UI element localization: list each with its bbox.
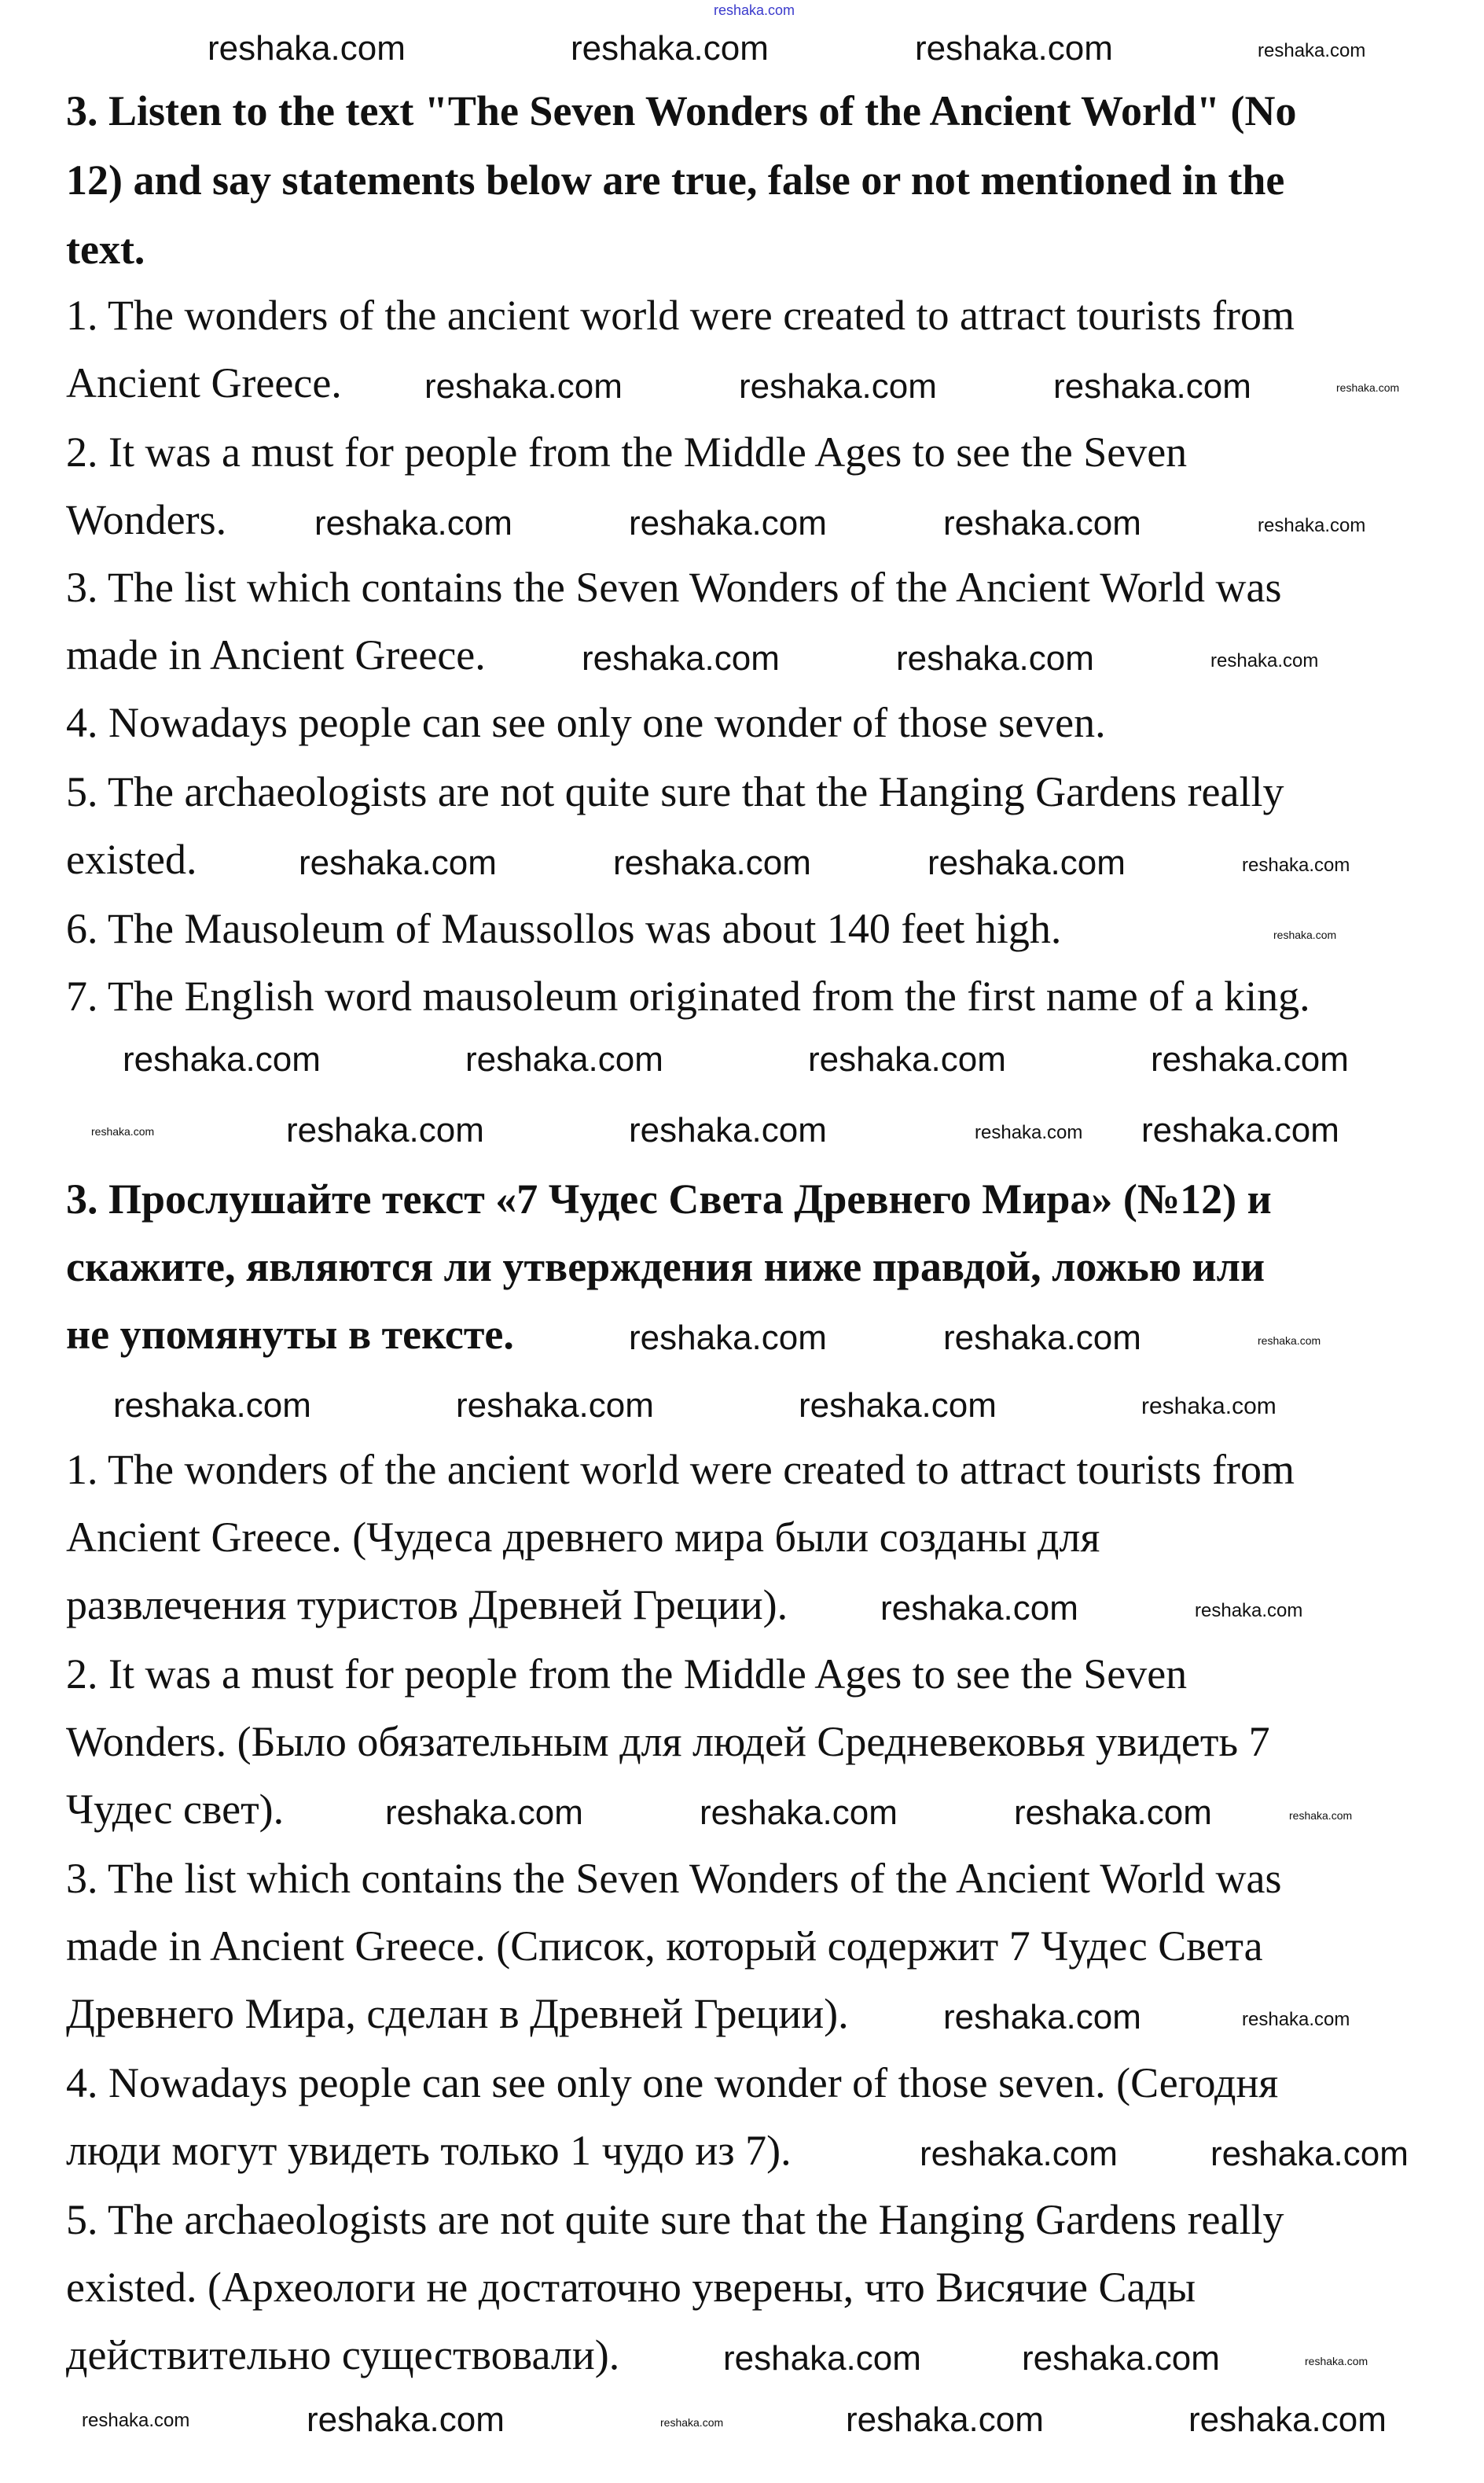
watermark: reshaka.com [943,503,1141,543]
watermark: reshaka.com [1141,1392,1276,1419]
statement-line: 1. The wonders of the ancient world were created to attract tourists from [66,1446,1295,1493]
watermark: reshaka.com [1289,1809,1353,1823]
watermark: reshaka.com [629,503,827,543]
statement-line: действительно существовали). [66,2331,620,2378]
watermark: reshaka.com [943,1997,1141,2036]
statement-line: made in Ancient Greece. [66,631,486,679]
statement-line: existed. [66,836,197,883]
watermark: reshaka.com [739,366,937,406]
statement-line: Ancient Greece. [66,359,342,406]
watermark: reshaka.com [113,1385,311,1425]
heading-line: 3. Listen to the text "The Seven Wonders of the Ancient World" (No [66,87,1297,134]
heading-line: не упомянуты в тексте. [66,1311,514,1358]
statement-line: Wonders. (Было обязательным для людей Средневековья увидеть 7 [66,1718,1270,1765]
watermark: reshaka.com [613,843,811,882]
watermark: reshaka.com [920,2134,1118,2173]
watermark: reshaka.com [975,1121,1083,1143]
watermark: reshaka.com [700,1793,898,1832]
watermark: reshaka.com [91,1125,155,1139]
watermark: reshaka.com [799,1385,997,1425]
statement-line: люди могут увидеть только 1 чудо из 7). [66,2127,792,2174]
watermark: reshaka.com [1210,649,1319,671]
statement-line: made in Ancient Greece. (Список, который содержит 7 Чудес Света [66,1922,1263,1970]
statement-line: 4. Nowadays people can see only one wonder of those seven. (Сегодня [66,2059,1279,2106]
watermark: reshaka.com [456,1385,654,1425]
statement-line: 3. The list which contains the Seven Wonders of the Ancient World was [66,1855,1282,1902]
statement-line: 4. Nowadays people can see only one wonder of those seven. [66,699,1106,746]
heading-line: скажите, являются ли утверждения ниже правдой, ложью или [66,1243,1265,1290]
statement-line: 3. The list which contains the Seven Wonders of the Ancient World was [66,564,1282,611]
watermark: reshaka.com [629,1318,827,1357]
statement-line: 5. The archaeologists are not quite sure that the Hanging Gardens really [66,2196,1284,2243]
watermark: reshaka.com [571,28,769,68]
watermark: reshaka.com [1242,2008,1350,2030]
statement-line: Wonders. [66,496,227,543]
watermark: reshaka.com [880,1588,1078,1628]
watermark: reshaka.com [314,503,512,543]
watermark: reshaka.com [465,1039,663,1079]
watermark: reshaka.com [846,2400,1044,2439]
statement-line: 1. The wonders of the ancient world were created to attract tourists from [66,292,1295,339]
statement-line: 6. The Mausoleum of Maussollos was about 140 feet high. [66,905,1062,952]
watermark: reshaka.com [385,1793,583,1832]
watermark: reshaka.com [1258,514,1366,536]
watermark: reshaka.com [1053,366,1251,406]
statement-line: Чудес свет). [66,1786,285,1833]
watermark: reshaka.com [928,843,1126,882]
statement-line: 5. The archaeologists are not quite sure that the Hanging Gardens really [66,768,1284,815]
watermark: reshaka.com [307,2400,505,2439]
statement-line: existed. (Археологи не достаточно уверены, что Висячие Сады [66,2264,1196,2311]
watermark: reshaka.com [1210,2134,1409,2173]
watermark: reshaka.com [1258,39,1366,61]
watermark: reshaka.com [123,1039,321,1079]
watermark: reshaka.com [1141,1110,1339,1150]
watermark: reshaka.com [1151,1039,1349,1079]
statement-line: 7. The English word mausoleum originated from the first name of a king. [66,973,1310,1020]
heading-line: 12) and say statements below are true, false or not mentioned in the [66,156,1285,204]
watermark: reshaka.com [424,366,623,406]
watermark: reshaka.com [1188,2400,1387,2439]
watermark: reshaka.com [714,2,795,19]
watermark: reshaka.com [286,1110,484,1150]
heading-line: 3. Прослушайте текст «7 Чудес Света Древнего Мира» (№12) и [66,1175,1272,1223]
watermark: reshaka.com [1022,2338,1220,2378]
watermark: reshaka.com [82,2409,190,2431]
watermark: reshaka.com [629,1110,827,1150]
watermark: reshaka.com [1273,929,1337,942]
watermark: reshaka.com [582,638,780,678]
watermark: reshaka.com [915,28,1113,68]
watermark: reshaka.com [1258,1334,1321,1348]
watermark: reshaka.com [723,2338,921,2378]
watermark: reshaka.com [943,1318,1141,1357]
watermark: reshaka.com [1336,381,1400,395]
watermark: reshaka.com [1195,1599,1303,1621]
watermark: reshaka.com [208,28,406,68]
heading-line: text. [66,226,145,273]
statement-line: развлечения туристов Древней Греции). [66,1581,788,1628]
statement-line: Древнего Мира, сделан в Древней Греции). [66,1990,849,2037]
watermark: reshaka.com [1014,1793,1212,1832]
watermark: reshaka.com [896,638,1094,678]
watermark: reshaka.com [1242,854,1350,876]
watermark: reshaka.com [1305,2355,1368,2368]
statement-line: Ancient Greece. (Чудеса древнего мира были созданы для [66,1514,1100,1561]
statement-line: 2. It was a must for people from the Middle Ages to see the Seven [66,1650,1188,1698]
statement-line: 2. It was a must for people from the Middle Ages to see the Seven [66,429,1188,476]
watermark: reshaka.com [660,2416,724,2430]
watermark: reshaka.com [299,843,497,882]
watermark: reshaka.com [808,1039,1006,1079]
